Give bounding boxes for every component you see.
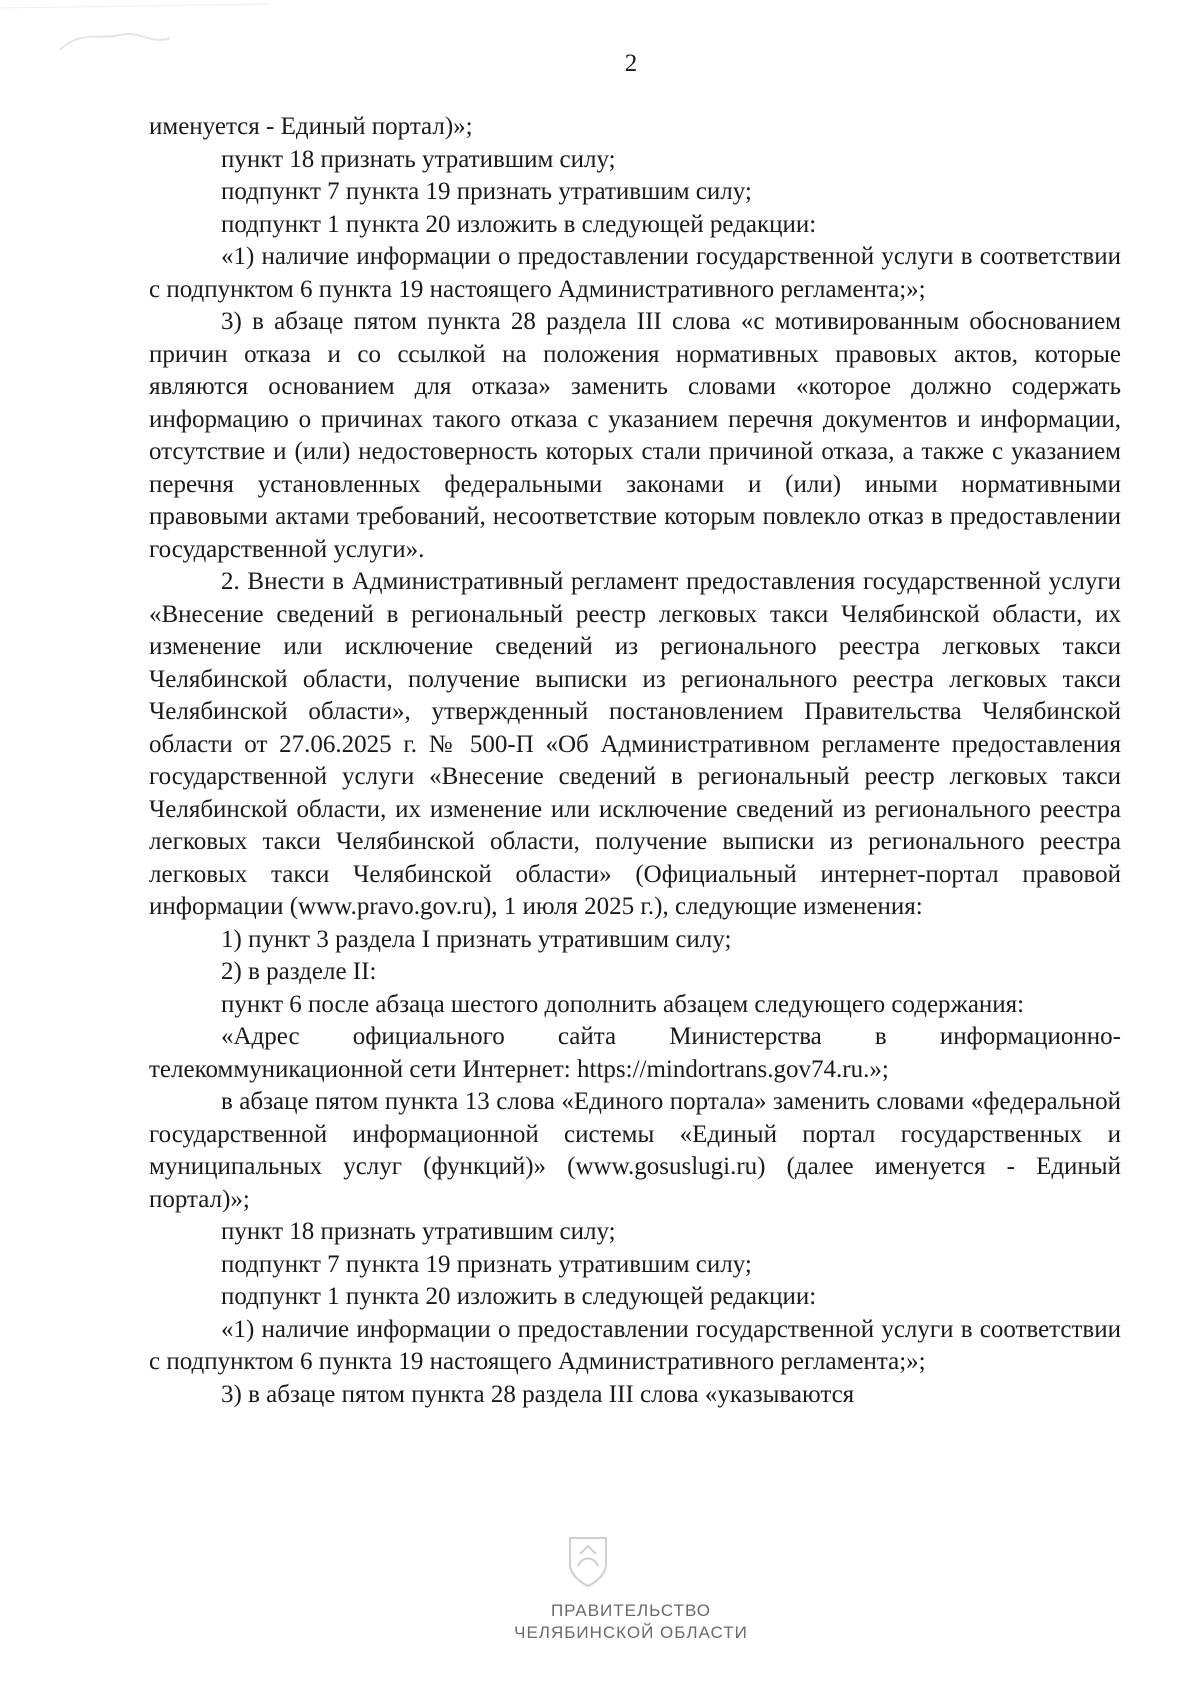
paragraph: в абзаце пятом пункта 13 слова «Единого портала» заменить словами «федеральной государственной информационной системы «Единый портал государственных и муниципальных услуг (функций)» (www.gosuslugi.ru) (далее именуется - Единый портал)»; (149, 1088, 1121, 1213)
government-stamp (400, 1600, 862, 1644)
paragraph: именуется - Единый портал)»; (149, 113, 473, 140)
paragraph: «Адрес официального сайта Министерства в информационно-телекоммуникационной сети Интернет: https://mindortrans.gov74.ru.»; (149, 1023, 1121, 1083)
paragraph: подпункт 7 пункта 19 признать утратившим силу; (221, 178, 752, 205)
paragraph: подпункт 1 пункта 20 изложить в следующей редакции: (221, 210, 817, 238)
paragraph: подпункт 1 пункта 20 изложить в следующей редакции: (221, 1283, 817, 1310)
document-body (149, 111, 1121, 1411)
page-number: 2 (624, 50, 638, 77)
paragraph: пункт 18 признать утратившим силу; (221, 145, 616, 173)
paragraph: «1) наличие информации о предоставлении государственной услуги в соответствии с подпунктом 6 пункта 19 настоящего Административного регламента;»; (149, 243, 1121, 303)
paragraph: 2) в разделе II: (221, 958, 377, 985)
paragraph: 3) в абзаце пятом пункта 28 раздела III слова «с мотивированным обоснованием причин отказа и со ссылкой на положения нормативных правовых актов, которые являются основанием для отказа» заменить словами «которое должно содержать информацию о причинах такого отказа с указанием перечня документов и информации, отсутствие и (или) недостоверность которых стали причиной отказа, а также с указанием перечня установленных федеральными законами и (или) иными нормативными правовыми актами требований, несоответствие которым повлекло отказ в предоставлении государственной услуги». (149, 308, 1121, 563)
paragraph: подпункт 7 пункта 19 признать утратившим силу; (221, 1250, 752, 1278)
paragraph: 2. Внести в Административный регламент предоставления государственной услуги «Внесение сведений в региональный реестр легковых такси Челябинской области, их изменение или исключение сведений из регионального реестра легковых такси Челябинской области, получение выписки из регионального реестра легковых такси Челябинской области», утвержденный постановлением Правительства Челябинской области от 27.06.2025 г. № 500-П «Об Административном регламенте предоставления государственной услуги «Внесение сведений в региональный реестр легковых такси Челябинской области, их изменение или исключение сведений из регионального реестра легковых такси Челябинской области, получение выписки из регионального реестра легковых такси Челябинской области» (Официальный интернет-портал правовой информации (www.pravo.gov.ru), 1 июля 2025 г.), следующие изменения: (149, 568, 1121, 920)
paragraph: пункт 6 после абзаца шестого дополнить абзацем следующего содержания: (221, 990, 1025, 1018)
coat-of-arms-emblem (566, 1534, 610, 1590)
paragraph: 1) пункт 3 раздела I признать утратившим силу; (221, 925, 732, 953)
paragraph: 3) в абзаце пятом пункта 28 раздела III слова «указываются (221, 1380, 855, 1408)
paragraph: пункт 18 признать утратившим силу; (221, 1218, 616, 1245)
stamp-line-1: ПРАВИТЕЛЬСТВО (550, 1601, 712, 1620)
paragraph: «1) наличие информации о предоставлении государственной услуги в соответствии с подпунктом 6 пункта 19 настоящего Административного регламента;»; (149, 1315, 1121, 1375)
stamp-line-2: ЧЕЛЯБИНСКОЙ ОБЛАСТИ (514, 1623, 748, 1642)
